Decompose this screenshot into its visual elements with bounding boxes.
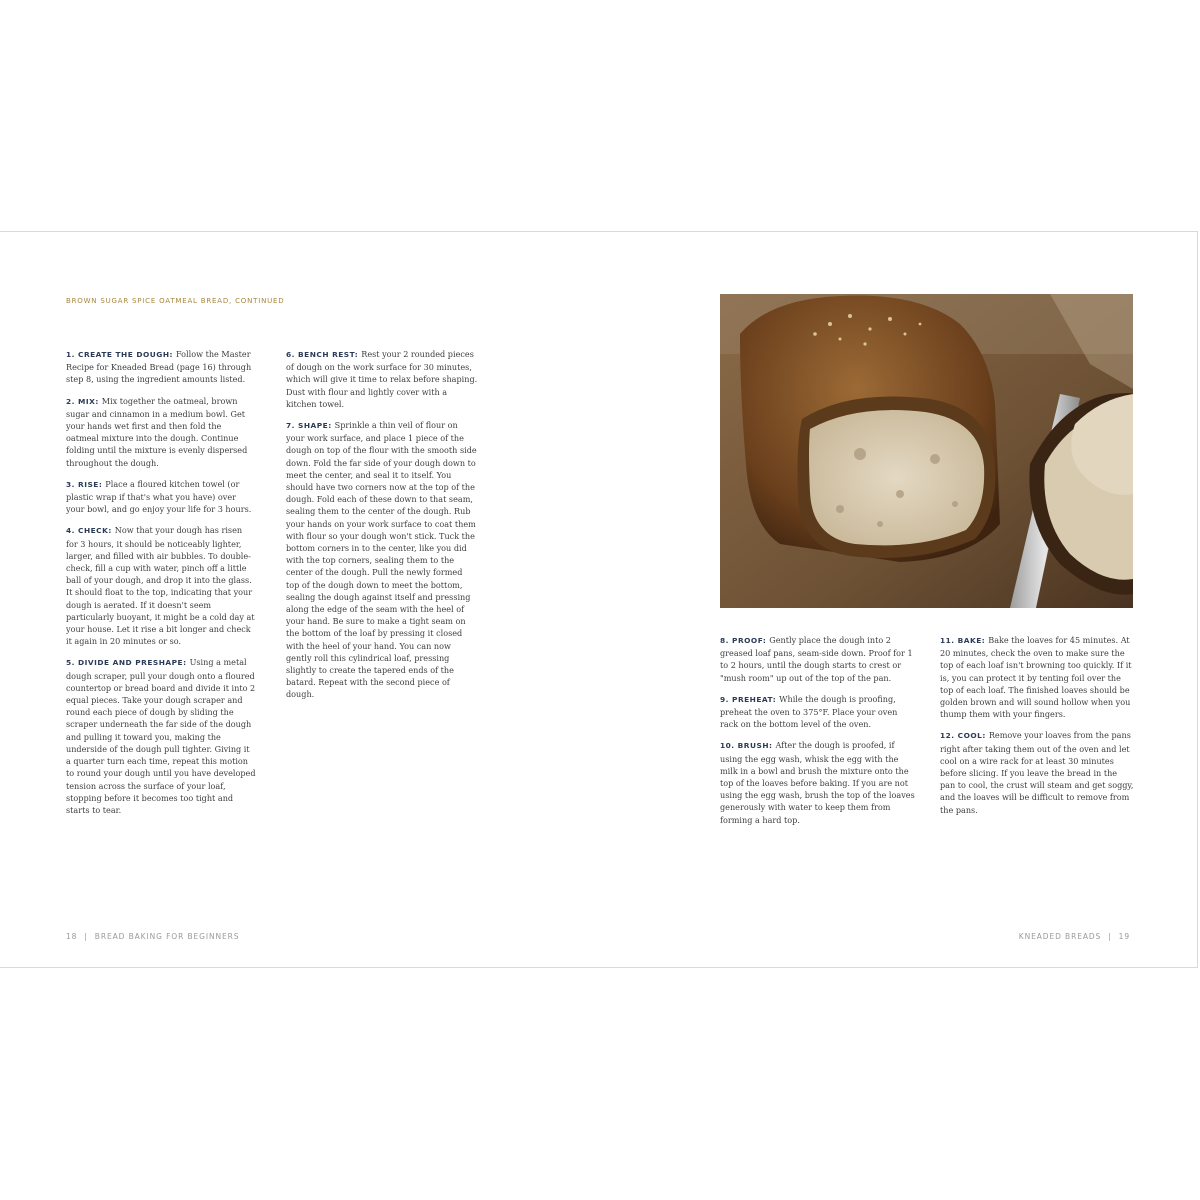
step-12	[940, 729, 1134, 815]
step-5-heading: 5. DIVIDE AND PRESHAPE:	[66, 658, 187, 668]
step-9-text: While the dough is proofing, preheat the oven to 375°F. Place your oven rack on the bottom level of the oven.	[720, 693, 898, 730]
running-head: BROWN SUGAR SPICE OATMEAL BREAD, CONTINUED	[66, 297, 285, 305]
step-11-heading: 11. BAKE:	[940, 636, 986, 645]
step-3-heading: 3. RISE:	[66, 479, 103, 489]
step-4-heading: 4. CHECK:	[66, 526, 112, 536]
sliced-bread-loaf-icon	[720, 294, 1133, 608]
step-9	[720, 693, 915, 731]
step-1-text: Follow the Master Recipe for Kneaded Bread (page 16) through step 8, using the ingredient amounts listed.	[66, 349, 252, 385]
step-8-heading: 8. PROOF:	[720, 636, 767, 645]
step-12-heading: 12. COOL:	[940, 731, 986, 741]
step-7-text: Sprinkle a thin veil of flour on your work surface, and place 1 piece of the dough on top of the flour with the smooth side down. Fold the far side of your dough down to meet the center, and seal it to itself. You should have two corners now at the top of the dough. Fold each of these down to that seam, sealing them to the center of the dough. Rub your hands on your work surface to coat them with flour so your dough won't stick. Tuck the bottom corners in to the center, like you did with the top corners, sealing them to the center of the dough. Pull the newly formed top of the dough down to meet the bottom, sealing the dough against itself and pressing along the edge of the seam with the heel of your hand. Be sure to make a tight seam on the bottom of the loaf by pressing it closed with the heel of your hand. You can now gently roll this cylindrical loaf, pressing slightly to create the tapered ends of the batard. Repeat with the second piece of dough.	[286, 420, 477, 700]
step-12-text: Remove your loaves from the pans right after taking them out of the oven and let cool on a wire rack for at least 30 minutes before slicing. If you leave the bread in the pan to cool, the crust will steam and get soggy, and the loaves will be difficult to remove from the pans.	[940, 730, 1134, 815]
step-4-text: Now that your dough has risen for 3 hours, it should be noticeably lighter, larger, and filled with air bubbles. To double-check, fill a cup with water, pinch off a little ball of your dough, and drop it into the glass. It should float to the top, indicating that your dough is aerated. If it doesn't seem particularly buoyant, it might be a cold day at your house. Let it rise a bit longer and check it again in 20 minutes or so.	[66, 525, 255, 647]
step-8	[720, 634, 915, 684]
footer-separator: |	[84, 932, 88, 941]
step-10-heading: 10. BRUSH:	[720, 741, 773, 751]
step-1-heading: 1. CREATE THE DOUGH:	[66, 350, 173, 359]
step-8-text: Gently place the dough into 2 greased loaf pans, seam-side down. Proof for 1 to 2 hours, until the dough starts to crest or "mush room" up out of the top of the pan.	[720, 635, 913, 683]
bread-photo	[720, 294, 1133, 608]
step-11	[940, 634, 1134, 720]
step-10-text: After the dough is proofed, if using the egg wash, whisk the egg with the milk in a bowl and brush the mixture onto the top of the loaves before baking. If you are not using the egg wash, brush the top of the loaves generously with water to keep them from forming a hard top.	[720, 740, 915, 825]
page-number-right: 19	[1118, 932, 1130, 941]
footer-right	[1019, 932, 1130, 941]
step-6-heading: 6. BENCH REST:	[286, 350, 359, 359]
step-3-text: Place a floured kitchen towel (or plastic wrap if that's what you have) over your bowl, and go enjoy your life for 3 hours.	[66, 478, 252, 515]
step-2-text: Mix together the oatmeal, brown sugar and cinnamon in a medium bowl. Get your hands wet first and then fold the oatmeal mixture into the dough. Continue folding until the mixture is evenly dispersed throughout the dough.	[66, 395, 248, 468]
step-11-text: Bake the loaves for 45 minutes. At 20 minutes, check the oven to make sure the top of each loaf isn't browning too quickly. If it is, you can protect it by tenting foil over the top of each loaf. The finished loaves should be golden brown and will sound hollow when you thump them with your fingers.	[940, 635, 1132, 720]
step-1	[66, 348, 256, 386]
footer-separator: |	[1108, 932, 1112, 941]
step-10	[720, 739, 915, 825]
chapter-title: KNEADED BREADS	[1018, 932, 1102, 941]
column-4	[940, 634, 1134, 825]
step-2-heading: 2. MIX:	[66, 396, 99, 406]
step-5	[66, 656, 256, 816]
step-3	[66, 478, 256, 516]
step-7	[286, 419, 478, 701]
column-1	[66, 348, 256, 825]
step-5-text: Using a metal dough scraper, pull your dough onto a floured countertop or bread board and divide it into 2 equal pieces. Take your dough scraper and round each piece of dough by sliding the scraper underneath the far side of the dough and pulling it toward you, making the underside of the dough pull tighter. Giving it a quarter turn each time, repeat this motion to round your dough until you have developed tension across the surface of your loaf, stopping before it becomes too tight and starts to tear.	[66, 657, 256, 815]
step-6	[286, 348, 478, 410]
book-title: BREAD BAKING FOR BEGINNERS	[94, 932, 240, 941]
step-2	[66, 395, 256, 469]
column-3	[720, 634, 915, 835]
step-4	[66, 524, 256, 647]
step-6-text: Rest your 2 rounded pieces of dough on the work surface for 30 minutes, which will give it time to relax before shaping. Dust with flour and lightly cover with a kitchen towel.	[286, 349, 478, 409]
page-number-left: 18	[66, 932, 78, 941]
column-2	[286, 348, 478, 710]
footer-left	[66, 932, 239, 941]
step-9-heading: 9. PREHEAT:	[720, 694, 777, 704]
step-7-heading: 7. SHAPE:	[286, 421, 332, 431]
